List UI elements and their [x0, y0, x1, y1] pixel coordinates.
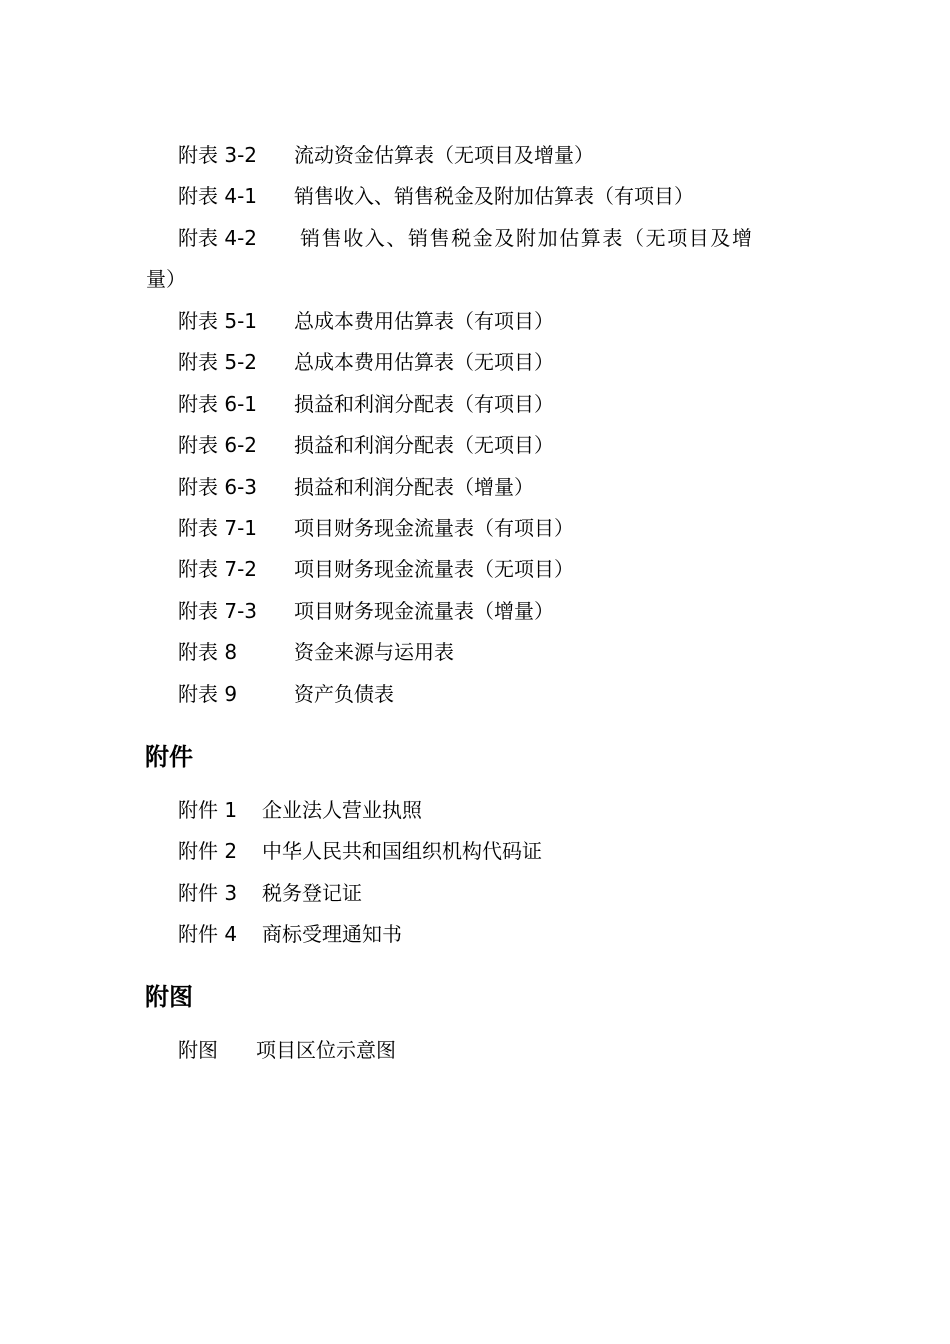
item-title: 商标受理通知书	[262, 922, 402, 946]
item-title: 总成本费用估算表（无项目）	[294, 350, 554, 374]
item-title: 总成本费用估算表（有项目）	[294, 309, 554, 333]
item-code: 附件 1	[178, 798, 238, 822]
item-code: 附表 7-2	[178, 557, 258, 581]
item-title: 销售收入、销售税金及附加估算表（无项目及增	[300, 226, 754, 250]
item-code: 附表 5-2	[178, 350, 258, 374]
item-title: 企业法人营业执照	[262, 798, 422, 822]
item-code: 附表 6-3	[178, 475, 258, 499]
item-title: 资产负债表	[294, 682, 394, 706]
item-code: 附件 4	[178, 922, 238, 946]
item-title: 流动资金估算表（无项目及增量）	[294, 143, 594, 167]
item-title: 损益和利润分配表（无项目）	[294, 433, 554, 457]
item-title: 中华人民共和国组织机构代码证	[262, 839, 542, 863]
item-title: 项目区位示意图	[256, 1038, 396, 1062]
item-code: 附表 7-3	[178, 599, 258, 623]
item-code: 附表 4-2	[178, 226, 258, 250]
item-title: 损益和利润分配表（有项目）	[294, 392, 554, 416]
item-title: 项目财务现金流量表（无项目）	[294, 557, 574, 581]
item-title: 销售收入、销售税金及附加估算表（有项目）	[294, 184, 694, 208]
attachments-heading: 附件	[145, 743, 193, 771]
item-title: 项目财务现金流量表（增量）	[294, 599, 554, 623]
item-code: 附图	[178, 1038, 218, 1062]
item-code: 附表 6-2	[178, 433, 258, 457]
item-code: 附表 9	[178, 682, 238, 706]
figures-heading: 附图	[145, 983, 193, 1011]
item-code: 附表 7-1	[178, 516, 258, 540]
item-title: 税务登记证	[262, 881, 362, 905]
item-code: 附件 2	[178, 839, 238, 863]
item-code: 附表 5-1	[178, 309, 258, 333]
item-code: 附件 3	[178, 881, 238, 905]
item-title-continuation: 量）	[146, 267, 186, 291]
item-title: 项目财务现金流量表（有项目）	[294, 516, 574, 540]
item-title: 损益和利润分配表（增量）	[294, 475, 534, 499]
item-code: 附表 3-2	[178, 143, 258, 167]
item-title: 资金来源与运用表	[294, 640, 454, 664]
item-code: 附表 6-1	[178, 392, 258, 416]
item-code: 附表 4-1	[178, 184, 258, 208]
item-code: 附表 8	[178, 640, 238, 664]
